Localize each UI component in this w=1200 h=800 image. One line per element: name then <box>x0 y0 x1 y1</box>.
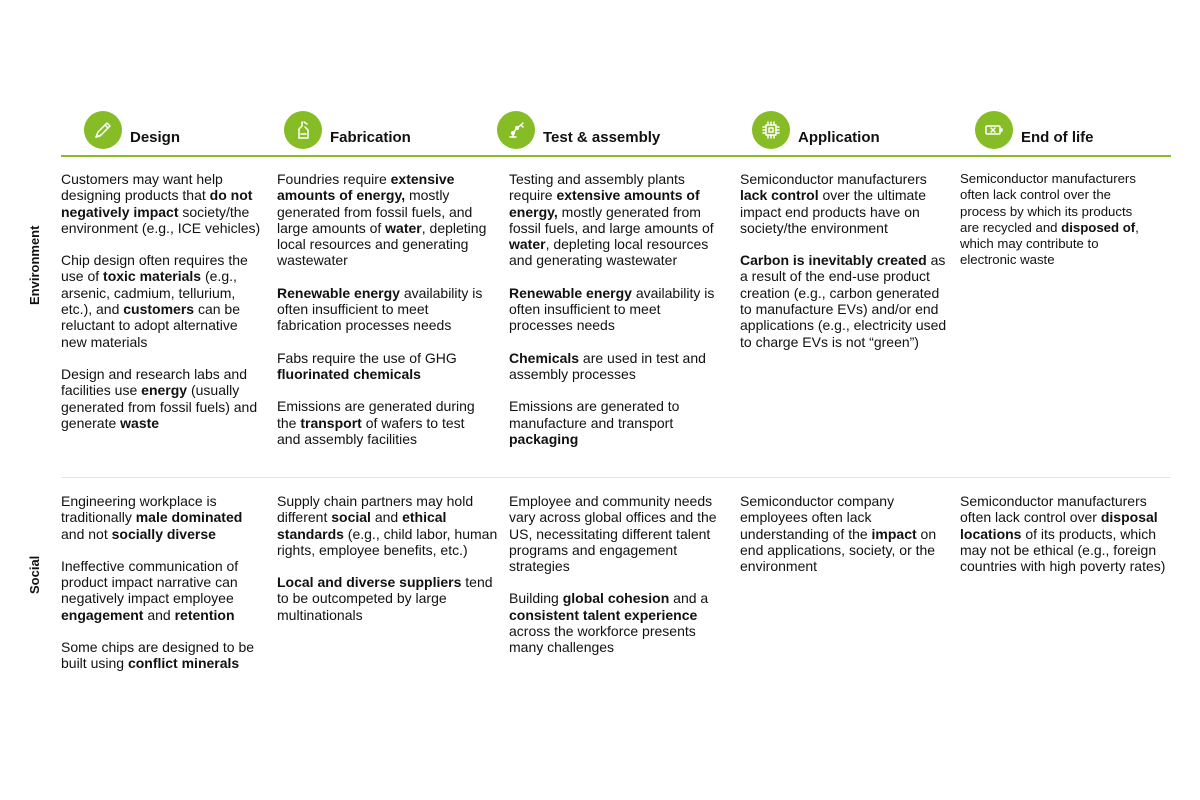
bold-text: conflict minerals <box>127 655 240 672</box>
bold-text: fluorinated chemicals <box>277 365 421 382</box>
cell-paragraph <box>277 574 502 623</box>
bold-text: socially diverse <box>111 525 216 542</box>
bold-text: extensive amounts of energy, <box>509 187 700 220</box>
text-run: (usually generated from fossil fuels) and generate <box>61 382 258 431</box>
bold-text: do not negatively impact <box>61 187 253 220</box>
flask-icon <box>284 111 322 149</box>
bold-text: packaging <box>509 430 579 447</box>
cell-paragraph <box>61 639 266 672</box>
text-run: Engineering workplace is traditionally <box>61 493 217 526</box>
text-run: Some chips are designed to be built using <box>61 639 255 672</box>
bold-text: social <box>331 509 371 526</box>
text-run: tend to be outcompeted by large multinationals <box>277 574 493 623</box>
cell-social-application <box>740 493 940 590</box>
cell-paragraph <box>509 350 719 383</box>
text-run: and <box>370 509 403 526</box>
row-label-social: Social <box>27 555 42 594</box>
chip-icon <box>752 111 790 149</box>
text-run: , which may contribute to electronic waste <box>960 219 1139 268</box>
text-run: and <box>143 606 175 623</box>
bold-text: engagement <box>61 606 144 623</box>
column-label-test: Test & assembly <box>543 128 661 146</box>
pencil-icon <box>84 111 122 149</box>
battery-icon <box>975 111 1013 149</box>
bold-text: disposed of <box>1061 219 1136 235</box>
cell-paragraph <box>277 398 487 447</box>
text-run: as a result of the end-use product creation (e.g., carbon generated to manufacture EVs) and/or end applications (e.g., electricity used to charge EVs is not “green”) <box>740 252 947 350</box>
text-run: Employee and community needs vary across global offices and the US, necessitating different talent programs and engagement strategies <box>509 493 717 575</box>
bold-text: extensive amounts of energy, <box>277 171 455 204</box>
bold-text: energy <box>141 382 188 399</box>
cell-environment-fabrication <box>277 171 487 463</box>
cell-paragraph <box>277 285 487 334</box>
header-divider <box>61 155 1171 157</box>
bold-text: lack control <box>740 187 819 204</box>
bold-text: ethical standards <box>277 509 447 542</box>
text-run: and a <box>669 590 709 607</box>
text-run: Emissions are generated to manufacture and transport <box>509 398 680 431</box>
cell-paragraph <box>740 493 940 574</box>
bold-text: global cohesion <box>562 590 670 607</box>
robot-arm-icon <box>497 111 535 149</box>
text-run: availability is often insufficient to meet fabrication processes needs <box>277 284 483 334</box>
text-run: of wafers to test and assembly facilities <box>277 414 465 447</box>
bold-text: retention <box>174 606 235 623</box>
text-run: availability is often insufficient to meet processes needs <box>509 284 715 334</box>
text-run: Customers may want help designing products that <box>61 171 223 204</box>
bold-text: Local and diverse suppliers <box>277 574 462 591</box>
cell-paragraph <box>509 493 729 574</box>
cell-paragraph <box>509 171 719 269</box>
bold-text: impact <box>871 525 917 542</box>
column-label-endoflife: End of life <box>1021 128 1094 146</box>
text-run: Testing and assembly plants require <box>509 171 685 204</box>
text-run: on end applications, society, or the environment <box>740 525 937 575</box>
cell-paragraph <box>277 493 502 558</box>
column-header-fabrication <box>284 110 411 150</box>
column-header-application <box>752 110 880 150</box>
text-run: Ineffective communication of product impact narrative can negatively impact employee <box>61 557 239 607</box>
cell-paragraph <box>960 493 1175 574</box>
text-run: of its products, which may not be ethical (e.g., foreign countries with high poverty rates) <box>960 525 1166 575</box>
cell-paragraph <box>277 350 487 383</box>
cell-environment-test <box>509 171 719 463</box>
cell-paragraph <box>61 366 266 431</box>
cell-paragraph <box>740 171 952 236</box>
text-run: (e.g., child labor, human rights, employee benefits, etc.) <box>277 525 498 558</box>
row-divider <box>61 477 1171 478</box>
text-run: can be reluctant to adopt alternative new materials <box>61 301 241 350</box>
text-run: Emissions are generated during the <box>277 398 475 431</box>
text-run: Design and research labs and facilities use <box>61 365 248 399</box>
bold-text: water <box>385 219 422 236</box>
column-label-design: Design <box>130 128 181 146</box>
cell-paragraph <box>509 285 719 334</box>
text-run: mostly generated from fossil fuels, and large amounts of <box>509 203 714 236</box>
cell-paragraph <box>61 252 266 350</box>
bold-text: disposal locations <box>960 509 1158 542</box>
cell-environment-endoflife <box>960 171 1150 285</box>
text-run: are used in test and assembly processes <box>509 349 706 382</box>
bold-text: Chemicals <box>509 349 580 366</box>
text-run: Semiconductor manufacturers <box>740 171 927 187</box>
text-run: Supply chain partners may hold different <box>277 493 474 526</box>
bold-text: consistent talent experience <box>509 606 698 623</box>
bold-text: Carbon is inevitably created <box>740 252 927 269</box>
cell-paragraph <box>960 171 1150 269</box>
cell-paragraph <box>740 252 952 350</box>
text-run: Chip design often requires the use of <box>61 252 248 285</box>
cell-social-test <box>509 493 729 672</box>
cell-paragraph <box>277 171 487 269</box>
column-label-fabrication: Fabrication <box>330 128 411 146</box>
text-run: over the ultimate impact end products have on society/the environment <box>740 187 926 236</box>
cell-social-design <box>61 493 266 688</box>
column-label-application: Application <box>798 128 880 146</box>
cell-paragraph <box>61 171 266 236</box>
text-run: Semiconductor manufacturers often lack control over the process by which its products are recycled and <box>960 171 1136 235</box>
bold-text: Renewable energy <box>277 284 400 301</box>
text-run: Foundries require <box>277 171 391 187</box>
text-run: , depleting local resources and generating wastewater <box>277 219 487 269</box>
text-run: , depleting local resources and generating wastewater <box>509 236 709 269</box>
cell-paragraph <box>61 493 266 542</box>
text-run: mostly generated from fossil fuels, and large amounts of <box>277 187 473 236</box>
cell-paragraph <box>509 590 729 655</box>
text-run: (e.g., arsenic, cadmium, tellurium, etc.), and <box>61 268 237 318</box>
text-run: Fabs require the use of GHG <box>277 349 457 366</box>
cell-paragraph <box>509 398 719 447</box>
column-header-design <box>84 110 180 150</box>
text-run: Semiconductor company employees often lack understanding of the <box>740 493 895 542</box>
bold-text: water <box>509 236 546 253</box>
cell-paragraph <box>61 558 266 623</box>
text-run: and not <box>61 525 112 542</box>
bold-text: transport <box>300 414 362 431</box>
cell-social-fabrication <box>277 493 502 639</box>
column-header-test <box>497 110 660 150</box>
cell-environment-application <box>740 171 952 366</box>
bold-text: male dominated <box>135 509 243 526</box>
text-run: across the workforce presents many challenges <box>509 623 696 656</box>
cell-environment-design <box>61 171 266 447</box>
text-run: society/the environment (e.g., ICE vehicles) <box>61 203 261 236</box>
text-run: Building <box>509 590 563 607</box>
row-label-environment: Environment <box>27 225 42 305</box>
bold-text: customers <box>123 301 195 318</box>
cell-social-endoflife <box>960 493 1175 590</box>
bold-text: waste <box>120 414 160 431</box>
bold-text: toxic materials <box>103 268 202 285</box>
column-header-endoflife <box>975 110 1094 150</box>
bold-text: Renewable energy <box>509 284 632 301</box>
text-run: Semiconductor manufacturers often lack control over <box>960 493 1147 526</box>
